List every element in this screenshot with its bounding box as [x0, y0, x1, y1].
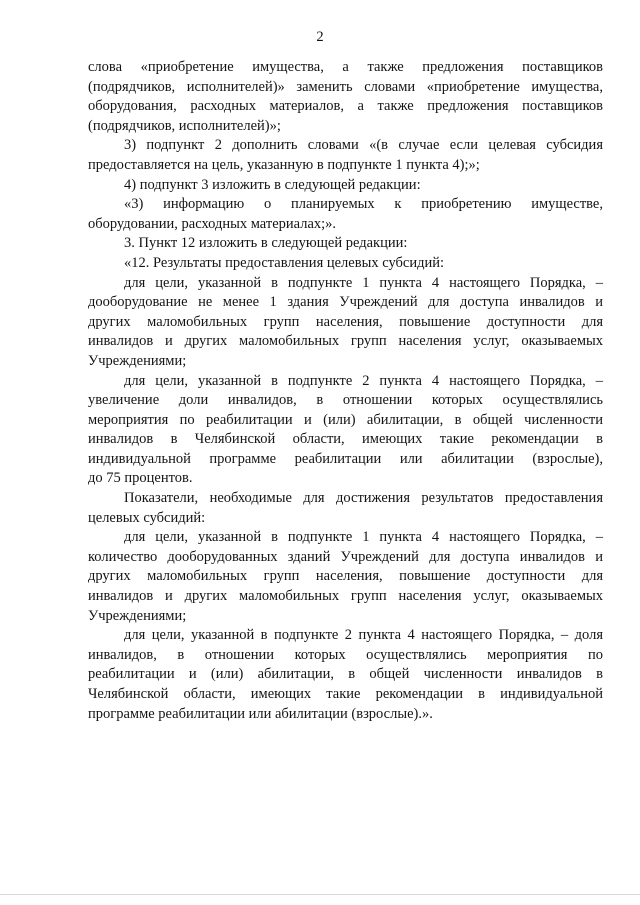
text-line: Учреждениями;: [88, 607, 187, 624]
text-line: до 75 процентов.: [88, 470, 193, 487]
text-line: инвалидов, в отношении которых осуществлялись мероприятия по: [88, 646, 603, 663]
text-line: для цели, указанной в подпункте 2 пункта 4 настоящего Порядка, – доля: [124, 627, 603, 644]
page-number: 2: [316, 29, 324, 45]
text-line: мероприятия по реабилитации и (или) абилитации, в общей численности: [88, 411, 603, 428]
paragraph-p7: [88, 274, 603, 372]
text-line: инвалидов и других маломобильных групп населения услуг, оказываемых: [88, 333, 603, 350]
text-line: (подрядчиков, исполнителей)»;: [88, 117, 281, 134]
document-body: [88, 58, 603, 724]
paragraph-p8: [88, 372, 603, 490]
text-line: «3) информацию о планируемых к приобретению имуществе,: [124, 196, 603, 213]
paragraph-p1: [88, 58, 603, 136]
text-line: для цели, указанной в подпункте 1 пункта 4 настоящего Порядка, –: [124, 274, 603, 291]
text-line: индивидуальной программе реабилитации или абилитации (взрослые),: [88, 450, 603, 467]
text-line: слова «приобретение имущества, а также предложения поставщиков: [88, 59, 603, 75]
text-line: 3) подпункт 2 дополнить словами «(в случае если целевая субсидия: [124, 137, 603, 154]
text-line: программе реабилитации или абилитации (взрослые).».: [88, 705, 433, 722]
paragraph-p2: [88, 136, 603, 175]
paragraph-p10: [88, 528, 603, 626]
text-line: других маломобильных групп населения, повышение доступности для: [88, 313, 603, 330]
text-line: количество дооборудованных зданий Учреждений для доступа инвалидов и: [88, 548, 603, 565]
paragraph-p3: [88, 176, 603, 196]
text-line: других маломобильных групп населения, повышение доступности для: [88, 568, 603, 585]
text-line: инвалидов в Челябинской области, имеющих такие рекомендации в: [88, 431, 603, 448]
text-line: Челябинской области, имеющих такие рекомендации в индивидуальной: [88, 686, 603, 702]
text-line: 3. Пункт 12 изложить в следующей редакции:: [124, 235, 408, 252]
paragraph-p6: [88, 254, 603, 274]
text-line: целевых субсидий:: [88, 509, 206, 526]
text-line: «12. Результаты предоставления целевых субсидий:: [124, 254, 444, 271]
text-line: Показатели, необходимые для достижения результатов предоставления: [124, 490, 603, 507]
paragraph-p11: [88, 626, 603, 724]
text-line: увеличение доли инвалидов, в отношении которых осуществлялись: [88, 392, 603, 409]
paragraph-p5: [88, 234, 603, 254]
text-line: предоставляется на цель, указанную в подпункте 1 пункта 4);»;: [88, 156, 480, 173]
text-line: оборудования, расходных материалов, а также предложения поставщиков: [88, 98, 603, 115]
text-line: оборудовании, расходных материалах;».: [88, 215, 337, 232]
text-line: инвалидов и других маломобильных групп населения услуг, оказываемых: [88, 588, 603, 605]
text-line: реабилитации и (или) абилитации, в общей численности инвалидов в: [88, 666, 603, 683]
scan-edge-line: [0, 894, 640, 895]
text-line: (подрядчиков, исполнителей)» заменить словами «приобретение имущества,: [88, 78, 603, 95]
text-line: для цели, указанной в подпункте 1 пункта 4 настоящего Порядка, –: [124, 529, 603, 546]
paragraph-p9: [88, 489, 603, 528]
text-line: Учреждениями;: [88, 352, 187, 369]
text-line: 4) подпункт 3 изложить в следующей редакции:: [124, 176, 421, 193]
paragraph-p4: [88, 195, 603, 234]
text-line: для цели, указанной в подпункте 2 пункта 4 настоящего Порядка, –: [124, 372, 603, 389]
text-line: дооборудование не менее 1 здания Учреждений для доступа инвалидов и: [88, 294, 603, 311]
